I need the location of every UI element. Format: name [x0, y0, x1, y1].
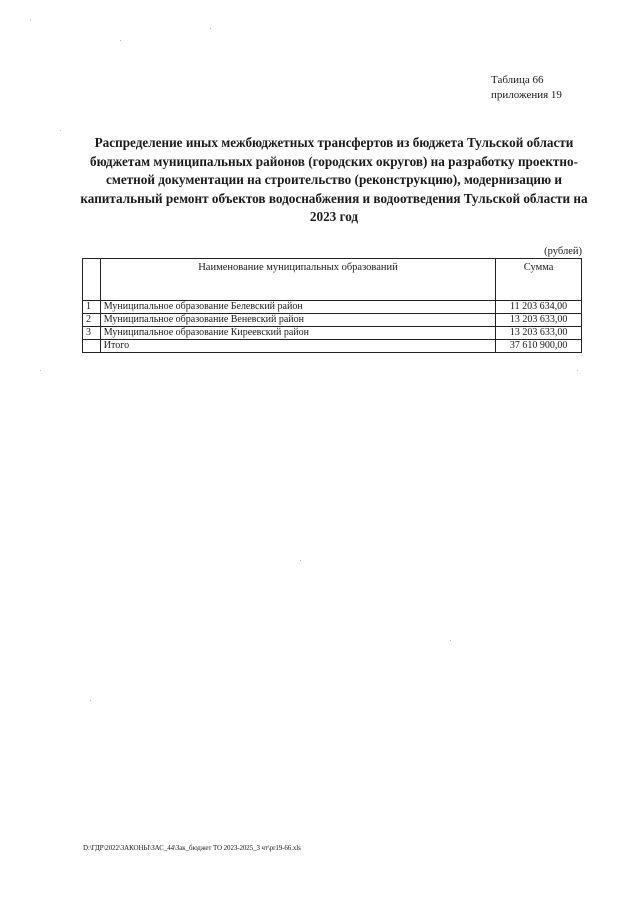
row-name: Муниципальное образование Белевский район	[100, 301, 495, 314]
table-row	[83, 301, 582, 314]
table-row	[83, 314, 582, 327]
units-label: (рублей)	[544, 246, 582, 257]
table-number-label: Таблица 66	[491, 74, 544, 86]
header-name: Наименование муниципальных образований	[100, 259, 495, 301]
scan-speck	[120, 40, 121, 41]
scan-speck	[300, 560, 301, 561]
scan-speck	[577, 370, 578, 371]
scan-speck	[210, 28, 211, 29]
scan-speck	[40, 370, 41, 371]
total-label: Итого	[100, 340, 495, 353]
table-total-row	[83, 340, 582, 353]
file-path-footer: D:\ГДР\2022\ЗАКОНЫ\ЗАС_44\Зак_бюджет ТО 2023-2025_3 чт\pr19-66.xls	[83, 844, 301, 852]
scan-speck	[30, 20, 31, 21]
scan-speck	[60, 130, 61, 131]
row-sum: 13 203 633,00	[496, 327, 582, 340]
row-name: Муниципальное образование Киреевский район	[100, 327, 495, 340]
appendix-label: приложения 19	[491, 89, 562, 101]
document-title: Распределение иных межбюджетных трансфертов из бюджета Тульской области бюджетам муниципальных районов (городских округов) на разработку проектно-сметной документации на строительство (реконструкцию), модернизацию и капитальный ремонт объектов водоснабжения и водоотведения Тульской области на 2023 год	[80, 135, 588, 224]
table-row	[83, 327, 582, 340]
total-number	[83, 340, 101, 353]
row-number: 3	[83, 327, 101, 340]
scan-speck	[450, 640, 451, 641]
table-header-row	[83, 259, 582, 301]
table-reference	[491, 73, 562, 103]
header-sum: Сумма	[496, 259, 582, 301]
header-number	[83, 259, 101, 301]
row-sum: 13 203 633,00	[496, 314, 582, 327]
row-number: 1	[83, 301, 101, 314]
row-number: 2	[83, 314, 101, 327]
scan-speck	[90, 700, 91, 701]
total-sum: 37 610 900,00	[496, 340, 582, 353]
row-name: Муниципальное образование Веневский район	[100, 314, 495, 327]
row-sum: 11 203 634,00	[496, 301, 582, 314]
transfers-table	[82, 258, 582, 353]
